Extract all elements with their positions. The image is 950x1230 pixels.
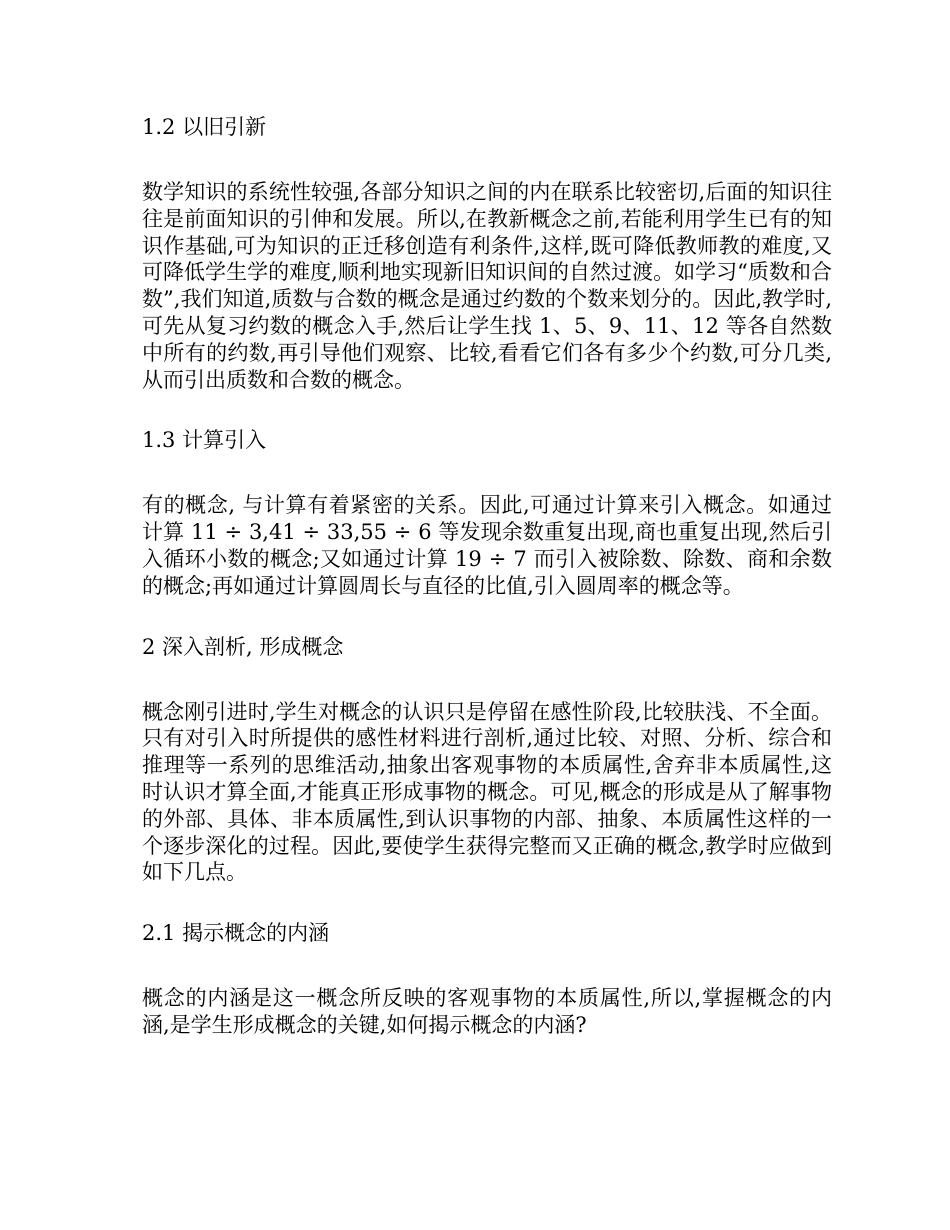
section-paragraph: 概念刚引进时,学生对概念的认识只是停留在感性阶段,比较肤浅、不全面。只有对引入时所提供的感性材料进行剖析,通过比较、对照、分析、综合和推理等一系列的思维活动,抽象出客观事物的本质属性,舍弃非本质属性,这时认识才算全面,才能真正形成事物的概念。可见,概念的形成是从了解事物的外部、具体、非本质属性,到认识事物的内部、抽象、本质属性这样的一个逐步深化的过程。因此,要使学生获得完整而又正确的概念,教学时应做到如下几点。: [142, 699, 832, 885]
section-paragraph: 数学知识的系统性较强,各部分知识之间的内在联系比较密切,后面的知识往往是前面知识的引伸和发展。所以,在教新概念之前,若能利用学生已有的知识作基础,可为知识的正迁移创造有利条件,这样,既可降低教师教的难度,又可降低学生学的难度,顺利地实现新旧知识间的自然过渡。如学习“质数和合数”,我们知道,质数与合数的概念是通过约数的个数来划分的。因此,教学时,可先从复习约数的概念入手,然后让学生找 1、5、9、11、12 等各自然数中所有的约数,再引导他们观察、比较,看看它们各有多少个约数,可分几类,从而引出质数和合数的概念。: [142, 180, 832, 392]
section-heading: 2 深入剖析, 形成概念: [142, 634, 344, 659]
section-2-1: [142, 918, 832, 1039]
section-paragraph: 有的概念, 与计算有着紧密的关系。因此,可通过计算来引入概念。如通过计算 11 ÷ 3,41 ÷ 33,55 ÷ 6 等发现余数重复出现,商也重复出现,然后引入循环小数的概念;又如通过计算 19 ÷ 7 而引入被除数、除数、商和余数的概念;再如通过计算圆周长与直径的比值,引入圆周率的概念等。: [142, 493, 832, 598]
section-heading: 1.2 以旧引新: [142, 115, 267, 139]
section-1-2: [142, 112, 832, 393]
section-heading: 2.1 揭示概念的内涵: [142, 921, 330, 946]
section-2: [142, 632, 832, 887]
document-page: [142, 112, 832, 1071]
section-1-3: [142, 425, 832, 599]
section-heading: 1.3 计算引入: [142, 428, 267, 453]
section-paragraph: 概念的内涵是这一概念所反映的客观事物的本质属性,所以,掌握概念的内涵,是学生形成概念的关键,如何揭示概念的内涵?: [142, 986, 832, 1037]
